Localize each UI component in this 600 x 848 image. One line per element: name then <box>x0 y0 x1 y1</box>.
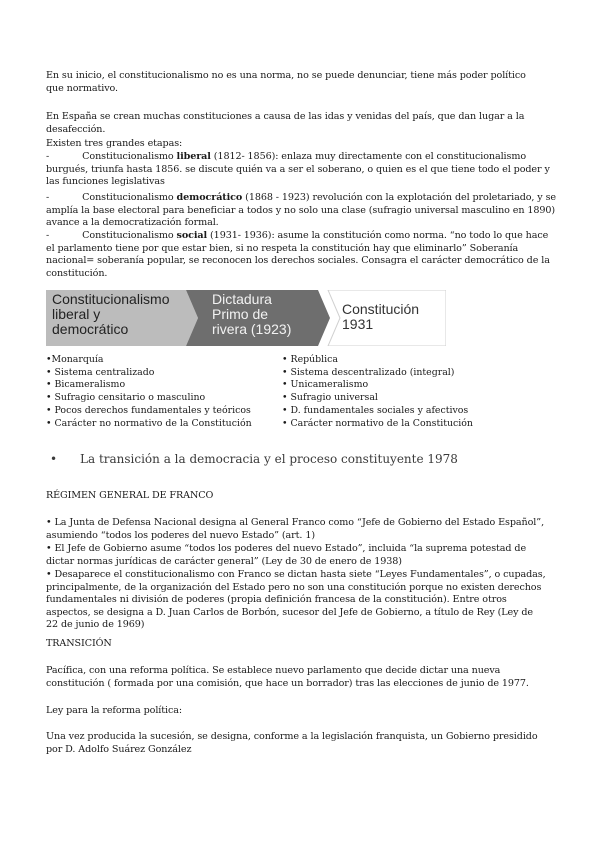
right-list <box>282 354 542 430</box>
list-item: • Bicameralismo <box>46 379 126 391</box>
paragraph-spain: En España se crean muchas constituciones a causa de las idas y venidas del país, que dan lugar a la desafección. <box>46 111 525 135</box>
paragraph-intro: En su inicio, el constitucionalismo no es una norma, no se puede denunciar, tiene más poder político que normativo. <box>46 70 526 94</box>
step-3-label: Constitución 1931 <box>342 301 420 332</box>
dash: - <box>46 151 50 162</box>
list-item: • Sistema centralizado <box>46 366 155 378</box>
list-item: • Sistema descentralizado (integral) <box>282 366 455 378</box>
etapa-social: - Constitucionalismo social (1931- 1936): asume la constitución como norma. “no todo lo que hace el parlamento tiene por que estar bien, si no respeta la constitución hay que eliminarlo” Soberanía nacional= soberanía popular, se reconocen los derechos sociales. Consagra el carácter democrático de la constitución. <box>46 230 550 279</box>
ley-title: Ley para la reforma política: <box>46 705 183 716</box>
regimen-item-3: • Desaparece el constitucionalismo con Franco se dictan hasta siete “Leyes Fundamentales”, o cupadas, principalmente, de la organización del Estado pero no son una constitución porque no existen derechos fundamentales ni división de poderes (propia definición francesa de la constitución). Entre otros aspectos, se designa a D. Juan Carlos de Borbón, sucesor del Jefe de Gobierno, a título de Rey (Ley de 22 de junio de 1969) <box>46 569 546 631</box>
transicion-text: Pacífica, con una reforma política. Se establece nuevo parlamento que decide dictar una nueva constitución ( formada por una comisión, que hace un borrador) tras las elecciones de junio de 1977. <box>46 665 529 689</box>
list-item: • Sufragio universal <box>282 392 378 404</box>
list-item: • D. fundamentales sociales y afectivos <box>282 404 469 416</box>
step-1-label: Constitucionalismo liberal y democrático <box>52 291 170 337</box>
list-item: • Carácter normativo de la Constitución <box>282 417 473 429</box>
list-item: • Pocos derechos fundamentales y teóricos <box>46 404 251 416</box>
regimen-item-1: • La Junta de Defensa Nacional designa al General Franco como “Jefe de Gobierno del Estado Español”, asumiendo “todos los poderes del nuevo Estado” (art. 1) <box>46 517 545 541</box>
dash: - <box>46 192 50 203</box>
section-title: La transición a la democracia y el proceso constituyente 1978 <box>80 452 458 466</box>
list-item: • Carácter no normativo de la Constitución <box>46 417 252 429</box>
list-item: • República <box>282 354 338 365</box>
etapas-intro: Existen tres grandes etapas: <box>46 138 183 149</box>
list-item: • Unicameralismo <box>282 379 369 391</box>
etapa-democratico: - Constitucionalismo democrático (1868 - 1923) revolución con la explotación del proletariado, y se amplía la base electoral para beneficiar a todos y no solo una clase (sufragio universal masculino en 1890) avance a la democratización formal. <box>46 192 556 229</box>
regimen-item-2: • El Jefe de Gobierno asume “todos los poderes del nuevo Estado”, incluida “la suprema potestad de dictar normas jurídicas de carácter general” (Ley de 30 de enero de 1938) <box>46 543 527 567</box>
transicion-title: TRANSICIÓN <box>46 638 112 649</box>
step-2-label: Dictadura Primo de rivera (1923) <box>212 291 292 337</box>
section-bullet: • <box>50 452 58 466</box>
regimen-title: RÉGIMEN GENERAL DE FRANCO <box>46 490 214 501</box>
left-list <box>46 354 286 430</box>
etapa-liberal: - Constitucionalismo liberal (1812- 1856): enlaza muy directamente con el constitucionalismo burgués, triunfa hasta 1856. se discute quién va a ser el soberano, o quien es el que tiene todo el poder y las funciones legislativas <box>46 151 550 188</box>
list-item: •Monarquía <box>46 354 104 365</box>
dash: - <box>46 230 50 241</box>
list-item: • Sufragio censitario o masculino <box>46 392 206 404</box>
ley-text: Una vez producida la sucesión, se designa, conforme a la legislación franquista, un Gobierno presidido por D. Adolfo Suárez González <box>46 731 538 755</box>
